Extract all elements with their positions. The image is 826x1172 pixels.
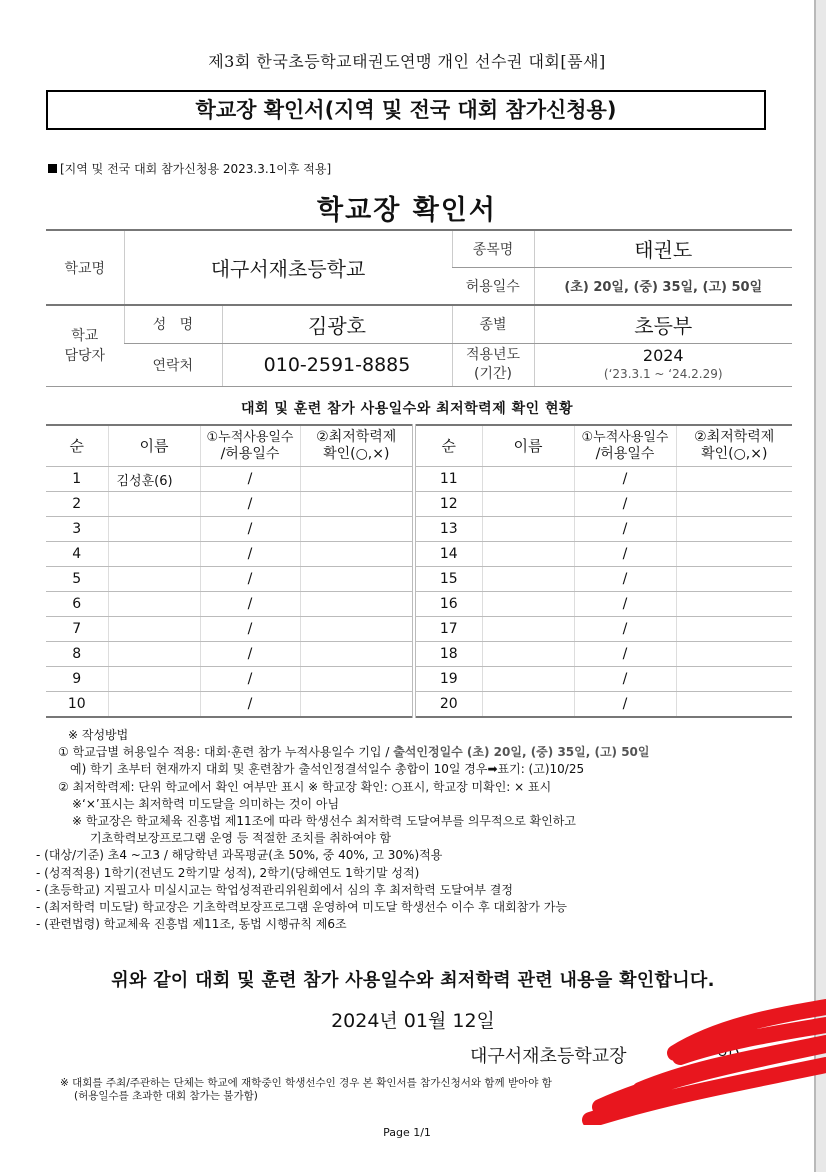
method-line-11: - (관련법령) 학교체육 진흥법 제11조, 동법 시행규칙 제6조 bbox=[36, 917, 347, 932]
method-line-10: - (최저학력 미도달) 학교장은 기초학력보장프로그램 운영하여 미도달 학생선수 이수 후 대회참가 가능 bbox=[36, 900, 567, 915]
row-days: / bbox=[200, 667, 300, 692]
issue-date: 2024년 01월 12일 bbox=[331, 1010, 495, 1032]
header-no: 순 bbox=[46, 425, 108, 467]
notice-text: [지역 및 전국 대회 참가신청용 2023.3.1이후 적용] bbox=[60, 162, 332, 176]
row-name-2 bbox=[482, 567, 574, 592]
row-academic-2 bbox=[676, 617, 792, 642]
row-no-2: 13 bbox=[414, 517, 482, 542]
confirmation-statement: 위와 같이 대회 및 훈련 참가 사용일수와 최저학력 관련 내용을 확인합니다. bbox=[111, 970, 715, 991]
table-row bbox=[46, 667, 792, 692]
event-label: 종목명 bbox=[452, 230, 534, 267]
row-days: / bbox=[200, 492, 300, 517]
row-name bbox=[108, 692, 200, 718]
row-no: 7 bbox=[46, 617, 108, 642]
row-days-2: / bbox=[574, 642, 676, 667]
row-no-2: 18 bbox=[414, 642, 482, 667]
table-row bbox=[46, 592, 792, 617]
row-days: / bbox=[200, 517, 300, 542]
row-academic bbox=[300, 617, 414, 642]
form-box-title: 학교장 확인서(지역 및 전국 대회 참가신청용) bbox=[46, 90, 766, 130]
row-no-2: 17 bbox=[414, 617, 482, 642]
method-line-2: 예) 학기 초부터 현재까지 대회 및 훈련참가 출석인정결석일수 총합이 10일 경우➡표기: (고)10/25 bbox=[70, 762, 585, 777]
row-name-2 bbox=[482, 642, 574, 667]
row-days-2: / bbox=[574, 517, 676, 542]
year-label-line1: 적용년도 bbox=[465, 346, 521, 363]
row-days: / bbox=[200, 642, 300, 667]
row-academic-2 bbox=[676, 467, 792, 492]
table-row bbox=[46, 692, 792, 718]
redaction-scribble bbox=[580, 995, 826, 1125]
row-days: / bbox=[200, 692, 300, 718]
row-no: 8 bbox=[46, 642, 108, 667]
row-no: 1 bbox=[46, 467, 108, 492]
row-academic bbox=[300, 517, 414, 542]
row-academic-2 bbox=[676, 642, 792, 667]
square-bullet-icon bbox=[48, 164, 57, 173]
year-label-line2: (기간) bbox=[474, 365, 512, 382]
row-no-2: 15 bbox=[414, 567, 482, 592]
row-no-2: 19 bbox=[414, 667, 482, 692]
name-label: 성 명 bbox=[124, 305, 222, 343]
info-table bbox=[46, 229, 792, 387]
header-academic: ②최저학력제 확인(○,×) bbox=[300, 425, 414, 467]
year-label bbox=[452, 343, 534, 386]
row-name bbox=[108, 567, 200, 592]
row-no-2: 20 bbox=[414, 692, 482, 718]
method-line-8: - (성적적용) 1학기(전년도 2학기말 성적), 2학기(당해연도 1학기말 성적) bbox=[36, 865, 420, 880]
footnote-line-2: (허용일수를 초과한 대회 참가는 불가함) bbox=[74, 1090, 258, 1102]
row-days-2: / bbox=[574, 542, 676, 567]
row-academic bbox=[300, 692, 414, 718]
row-academic-2 bbox=[676, 667, 792, 692]
row-no: 4 bbox=[46, 542, 108, 567]
row-academic-2 bbox=[676, 567, 792, 592]
row-days: / bbox=[200, 467, 300, 492]
row-days: / bbox=[200, 542, 300, 567]
row-name bbox=[108, 592, 200, 617]
row-days-2: / bbox=[574, 592, 676, 617]
manager-label: 학교 담당자 bbox=[46, 305, 124, 386]
row-days-2: / bbox=[574, 617, 676, 642]
method-line-6: 기초학력보장프로그램 운영 등 적절한 조치를 취하여야 함 bbox=[90, 831, 392, 846]
row-no: 9 bbox=[46, 667, 108, 692]
main-title: 학교장 확인서 bbox=[317, 195, 497, 226]
row-academic bbox=[300, 492, 414, 517]
row-no-2: 11 bbox=[414, 467, 482, 492]
row-academic-2 bbox=[676, 492, 792, 517]
row-academic bbox=[300, 567, 414, 592]
row-days-2: / bbox=[574, 692, 676, 718]
row-name-2 bbox=[482, 542, 574, 567]
footnote-line-1: ※ 대회를 주최/주관하는 단체는 학교에 재학중인 학생선수인 경우 본 확인서를 참가신청서와 함께 받아야 함 bbox=[60, 1077, 552, 1089]
method-line-9: - (초등학교) 지필고사 미실시교는 학업성적관리위원회에서 심의 후 최저학력 도달여부 결정 bbox=[36, 882, 513, 897]
method-title: ※ 작성방법 bbox=[68, 728, 129, 742]
row-days: / bbox=[200, 567, 300, 592]
applicability-notice bbox=[48, 160, 331, 177]
school-label: 학교명 bbox=[46, 230, 124, 305]
header-no-2: 순 bbox=[414, 425, 482, 467]
row-name-2 bbox=[482, 692, 574, 718]
row-name-2 bbox=[482, 667, 574, 692]
table-row bbox=[46, 467, 792, 492]
row-academic bbox=[300, 642, 414, 667]
method-line-5: ※ 학교장은 학교체육 진흥법 제11조에 따라 학생선수 최저학력 도달여부를 의무적으로 확인하고 bbox=[72, 814, 576, 829]
table-header-row bbox=[46, 425, 792, 467]
row-name bbox=[108, 517, 200, 542]
method-line-4: ※‘×’표시는 최저학력 미도달을 의미하는 것이 아님 bbox=[72, 796, 340, 811]
year-cell bbox=[534, 343, 792, 386]
status-section-title: 대회 및 훈련 참가 사용일수와 최저학력제 확인 현황 bbox=[240, 401, 574, 417]
table-row bbox=[46, 492, 792, 517]
row-academic-2 bbox=[676, 517, 792, 542]
row-name bbox=[108, 667, 200, 692]
row-name bbox=[108, 492, 200, 517]
allow-value: (초) 20일, (중) 35일, (고) 50일 bbox=[534, 267, 792, 305]
allow-label: 허용일수 bbox=[452, 267, 534, 305]
header-days-2: ①누적사용일수 /허용일수 bbox=[574, 425, 676, 467]
contact-label: 연락처 bbox=[124, 343, 222, 386]
row-academic-2 bbox=[676, 542, 792, 567]
row-academic-2 bbox=[676, 692, 792, 718]
row-academic bbox=[300, 467, 414, 492]
row-name-2 bbox=[482, 492, 574, 517]
manager-name: 김광호 bbox=[222, 305, 452, 343]
row-days-2: / bbox=[574, 567, 676, 592]
row-academic-2 bbox=[676, 592, 792, 617]
competition-title: 제3회 한국초등학교태권도연맹 개인 선수권 대회[품새] bbox=[208, 52, 606, 71]
row-no-2: 14 bbox=[414, 542, 482, 567]
method-line-1: ① 학교급별 허용일수 적용: 대회·훈련 참가 누적사용일수 기입 / 출석인정일수 (초) 20일, (중) 35일, (고) 50일 bbox=[58, 745, 650, 760]
arrow-right-icon: ➡ bbox=[487, 762, 498, 777]
table-row bbox=[46, 542, 792, 567]
header-academic-2: ②최저학력제 확인(○,×) bbox=[676, 425, 792, 467]
row-no: 2 bbox=[46, 492, 108, 517]
row-days: / bbox=[200, 592, 300, 617]
row-no-2: 16 bbox=[414, 592, 482, 617]
row-name-2 bbox=[482, 592, 574, 617]
row-name-2 bbox=[482, 467, 574, 492]
row-no: 3 bbox=[46, 517, 108, 542]
year-period: (‘23.3.1 ~ ‘24.2.29) bbox=[603, 366, 723, 381]
page-number: Page 1/1 bbox=[383, 1126, 431, 1139]
method-line-3: ② 최저학력제: 단위 학교에서 확인 여부만 표시 ※ 학교장 확인: ○표시, 학교장 미확인: × 표시 bbox=[58, 779, 552, 794]
header-name-2: 이름 bbox=[482, 425, 574, 467]
signature-end: 인) bbox=[716, 1046, 741, 1067]
row-days-2: / bbox=[574, 492, 676, 517]
row-no: 6 bbox=[46, 592, 108, 617]
participation-table bbox=[46, 424, 792, 718]
event-value: 태권도 bbox=[534, 230, 792, 267]
table-row bbox=[46, 567, 792, 592]
table-row bbox=[46, 642, 792, 667]
row-days-2: / bbox=[574, 467, 676, 492]
row-no-2: 12 bbox=[414, 492, 482, 517]
row-academic bbox=[300, 667, 414, 692]
row-academic bbox=[300, 592, 414, 617]
row-name bbox=[108, 642, 200, 667]
table-row bbox=[46, 617, 792, 642]
table-row bbox=[46, 517, 792, 542]
row-name: 김성훈(6) bbox=[108, 467, 200, 492]
year-value: 2024 bbox=[642, 345, 684, 365]
row-no: 10 bbox=[46, 692, 108, 718]
signature-text: 대구서재초등학교장 bbox=[470, 1046, 627, 1067]
row-name-2 bbox=[482, 517, 574, 542]
row-name bbox=[108, 617, 200, 642]
row-name bbox=[108, 542, 200, 567]
row-name-2 bbox=[482, 617, 574, 642]
row-no: 5 bbox=[46, 567, 108, 592]
row-days: / bbox=[200, 617, 300, 642]
division-value: 초등부 bbox=[534, 305, 792, 343]
contact-value: 010-2591-8885 bbox=[222, 343, 452, 386]
row-academic bbox=[300, 542, 414, 567]
header-days: ①누적사용일수 /허용일수 bbox=[200, 425, 300, 467]
school-name: 대구서재초등학교 bbox=[124, 230, 452, 305]
division-label: 종별 bbox=[452, 305, 534, 343]
header-name: 이름 bbox=[108, 425, 200, 467]
method-line-7: - (대상/기준) 초4 ~고3 / 해당학년 과목평균(초 50%, 중 40%, 고 30%)적용 bbox=[36, 848, 443, 863]
row-days-2: / bbox=[574, 667, 676, 692]
writing-method bbox=[36, 727, 798, 933]
